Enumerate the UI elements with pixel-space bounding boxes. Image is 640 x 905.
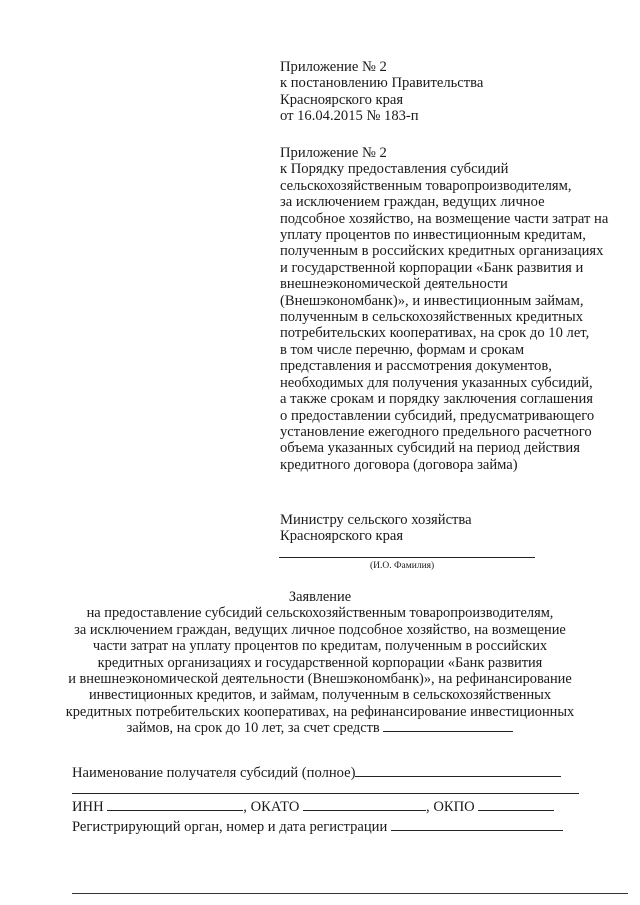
appendix-header bbox=[280, 59, 620, 125]
fio-caption: (И.О. Фамилия) bbox=[370, 561, 435, 571]
recipient-name-blank[interactable] bbox=[355, 764, 561, 777]
inn-blank[interactable] bbox=[107, 798, 243, 811]
statement-block bbox=[40, 589, 600, 737]
okato-blank[interactable] bbox=[303, 798, 426, 811]
addressee-block bbox=[280, 512, 620, 545]
appendix-header-line: к постановлению Правительства bbox=[280, 75, 484, 92]
appendix-procedure-line: кредитного договора (договора займа) bbox=[280, 456, 518, 473]
appendix-procedure-line: представления и рассмотрения документов, bbox=[280, 358, 552, 375]
registry-label: Регистрирующий орган, номер и дата регистрации bbox=[72, 819, 388, 835]
statement-title: Заявление bbox=[288, 589, 352, 605]
appendix-procedure-line: установление ежегодного предельного расчетного bbox=[280, 423, 592, 440]
appendix-procedure-line: подсобное хозяйство, на возмещение части затрат на bbox=[280, 210, 609, 227]
appendix-procedure-line: о предоставлении субсидий, предусматривающего bbox=[280, 407, 595, 424]
recipient-name-field bbox=[72, 764, 561, 781]
statement-last-line-text: займов, на срок до 10 лет, за счет средств bbox=[126, 720, 380, 737]
appendix-procedure-line: потребительских кооперативах, на срок до 10 лет, bbox=[280, 325, 590, 342]
appendix-procedure-line: внешнеэкономической деятельности bbox=[280, 276, 508, 293]
appendix-procedure-line: полученным в российских кредитных организациях bbox=[280, 243, 604, 260]
appendix-header-line: от 16.04.2015 № 183-п bbox=[280, 108, 419, 125]
recipient-name-continuation-line[interactable] bbox=[72, 793, 579, 794]
statement-line: инвестиционных кредитов, и займам, полученным в сельскохозяйственных bbox=[88, 687, 552, 704]
statement-last-line bbox=[40, 720, 600, 736]
addressee-line: Министру сельского хозяйства bbox=[280, 512, 472, 528]
okpo-label: , ОКПО bbox=[426, 799, 475, 815]
appendix-procedure-line: необходимых для получения указанных субсидий, bbox=[280, 374, 593, 391]
identifiers-row bbox=[72, 798, 554, 815]
appendix-procedure-line: к Порядку предоставления субсидий bbox=[280, 161, 509, 178]
registry-blank[interactable] bbox=[391, 818, 563, 831]
funding-source-blank[interactable] bbox=[383, 720, 513, 732]
okpo-blank[interactable] bbox=[478, 798, 554, 811]
appendix-procedure-line: (Внешэкономбанк)», и инвестиционным займам, bbox=[280, 292, 584, 309]
inn-label: ИНН bbox=[72, 799, 104, 815]
appendix-procedure-line: и государственной корпорации «Банк развития и bbox=[280, 259, 584, 276]
page-bottom-divider bbox=[72, 893, 628, 894]
appendix-procedure-line: сельскохозяйственным товаропроизводителям, bbox=[280, 177, 572, 194]
appendix-procedure-line: Приложение № 2 bbox=[280, 145, 387, 161]
addressee-line: Красноярского края bbox=[280, 528, 404, 545]
appendix-procedure-line: а также срокам и порядку заключения соглашения bbox=[280, 391, 593, 408]
appendix-procedure-line: в том числе перечню, формам и срокам bbox=[280, 341, 525, 358]
okato-label: , ОКАТО bbox=[243, 799, 300, 815]
fio-blank-line[interactable] bbox=[279, 557, 535, 558]
appendix-procedure-line: уплату процентов по инвестиционным кредитам, bbox=[280, 227, 586, 244]
recipient-name-label: Наименование получателя субсидий (полное) bbox=[72, 765, 356, 781]
statement-line: и внешнеэкономической деятельности (Внешэкономбанк)», на рефинансирование bbox=[68, 671, 572, 688]
statement-line: за исключением граждан, ведущих личное подсобное хозяйство, на возмещение bbox=[74, 621, 566, 638]
appendix-procedure-line: полученным в сельскохозяйственных кредитных bbox=[280, 309, 584, 326]
statement-line: на предоставление субсидий сельскохозяйственным товаропроизводителям, bbox=[86, 605, 554, 622]
appendix-procedure-line: объема указанных субсидий на период действия bbox=[280, 440, 580, 457]
statement-line: кредитных организациях и государственной корпорации «Банк развития bbox=[97, 654, 543, 671]
appendix-procedure bbox=[280, 145, 620, 473]
appendix-procedure-line: за исключением граждан, ведущих личное bbox=[280, 194, 545, 211]
appendix-header-line: Приложение № 2 bbox=[280, 59, 387, 75]
statement-line: части затрат на уплату процентов по кредитам, полученным в российских bbox=[92, 638, 548, 655]
appendix-header-line: Красноярского края bbox=[280, 91, 404, 108]
registry-field bbox=[72, 818, 563, 835]
statement-line: кредитных потребительских кооперативах, на рефинансирование инвестиционных bbox=[65, 703, 575, 720]
